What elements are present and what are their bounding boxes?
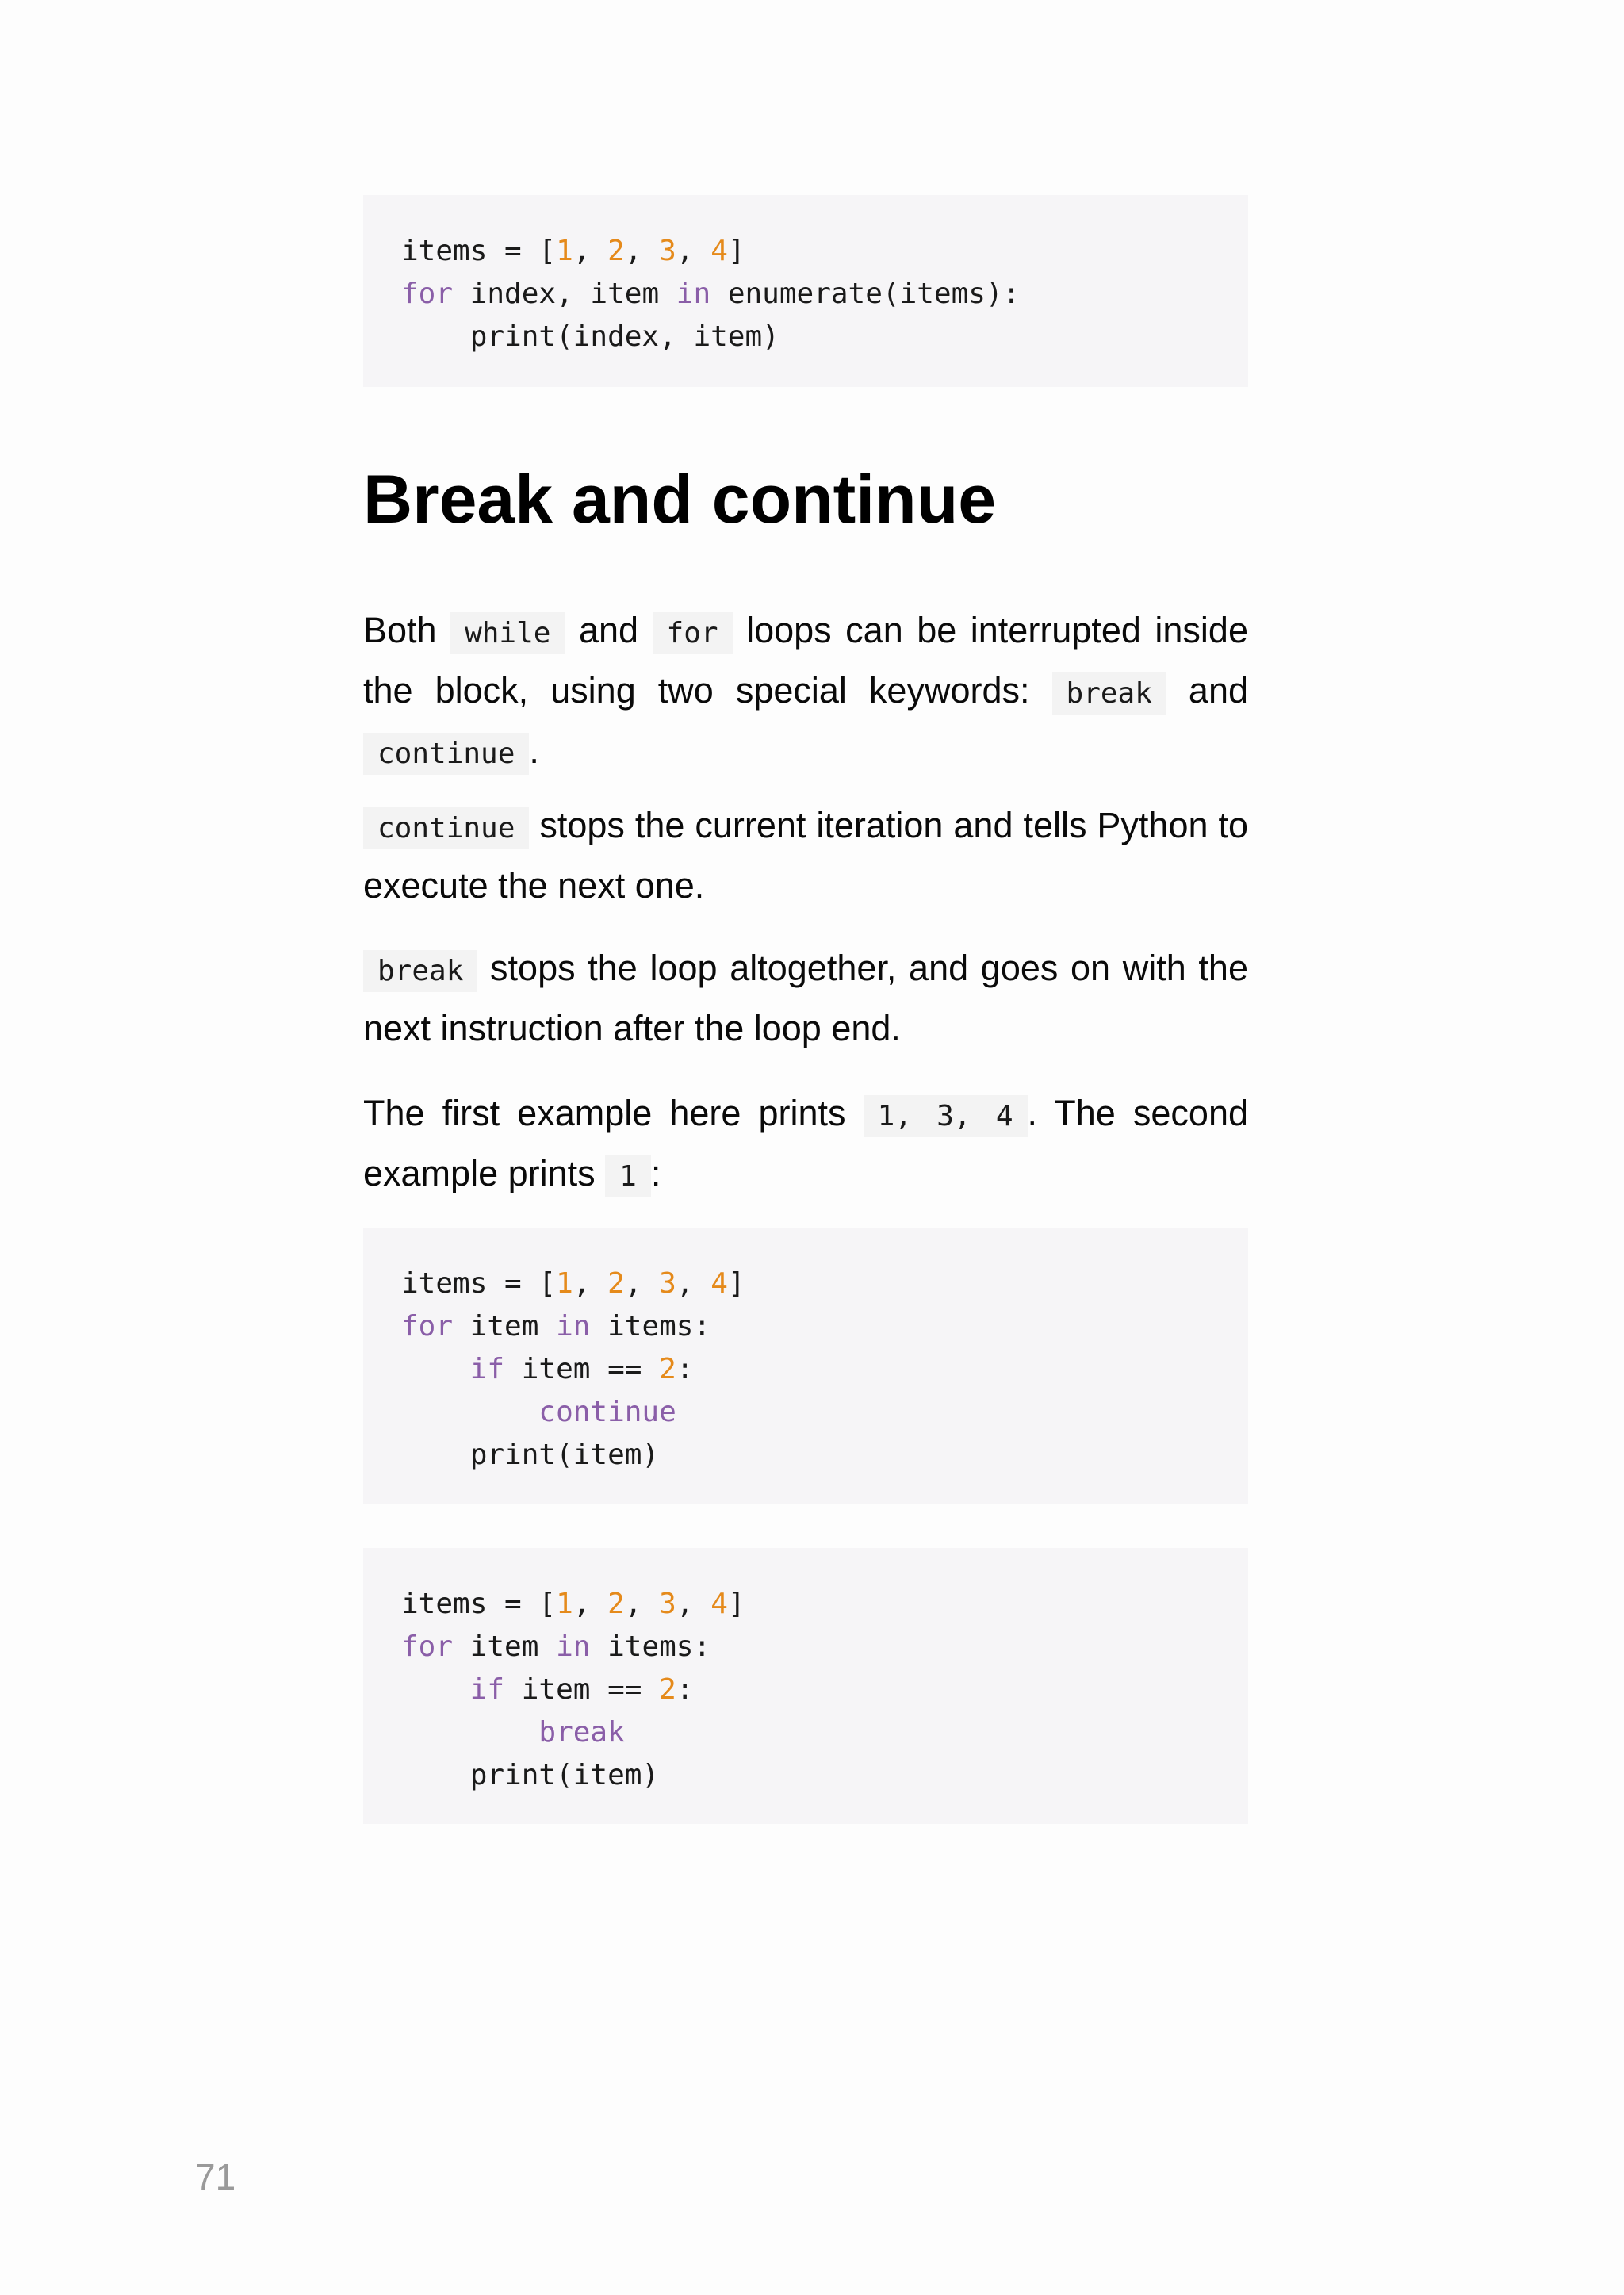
code-text: :: [676, 1353, 694, 1385]
code-text: items = [: [401, 235, 557, 267]
section-heading: Break and continue: [363, 462, 997, 538]
code-keyword: in: [556, 1630, 591, 1663]
code-keyword: if: [469, 1353, 505, 1385]
paragraph-intro: [363, 602, 1248, 783]
code-text: ,: [573, 235, 608, 267]
paragraph-break: [363, 940, 1248, 1057]
text-span: . The second example prints: [363, 1093, 1248, 1193]
code-keyword: continue: [538, 1396, 676, 1428]
inline-code-break: break: [363, 950, 477, 992]
code-text: items:: [590, 1630, 711, 1663]
code-text: ,: [573, 1588, 608, 1620]
code-line: [401, 1305, 1210, 1348]
inline-code-while: while: [450, 612, 565, 654]
code-number: 2: [659, 1673, 676, 1706]
code-text: print(item): [401, 1759, 660, 1791]
code-number: 1: [556, 1267, 573, 1300]
code-text: ,: [676, 1588, 711, 1620]
code-keyword: in: [676, 278, 711, 310]
code-line: [401, 1391, 1210, 1434]
code-text: index, item: [453, 278, 676, 310]
text-span: :: [650, 1153, 661, 1193]
code-text: item ==: [504, 1353, 660, 1385]
code-number: 1: [556, 235, 573, 267]
code-text: ,: [624, 1588, 660, 1620]
text-span: loops can be interrupted inside the block, using two special keywords:: [363, 610, 1248, 711]
code-text: item ==: [504, 1673, 660, 1706]
code-text: [401, 1353, 470, 1385]
code-number: 2: [607, 235, 625, 267]
inline-code-output-2: 1: [605, 1155, 651, 1197]
code-line: [401, 1262, 1210, 1305]
text-span: stops the current iteration and tells Python to execute the next one.: [363, 805, 1248, 906]
code-number: 2: [607, 1588, 625, 1620]
code-number: 3: [659, 235, 676, 267]
code-text: ]: [727, 235, 745, 267]
inline-code-for: for: [653, 612, 733, 654]
code-keyword: break: [538, 1716, 625, 1749]
code-block-break-example: [363, 1548, 1248, 1824]
code-keyword: in: [556, 1310, 591, 1343]
code-keyword: for: [401, 1630, 454, 1663]
text-span: Both: [363, 610, 451, 650]
page-number: 71: [195, 2156, 236, 2197]
code-keyword: if: [469, 1673, 505, 1706]
code-number: 3: [659, 1588, 676, 1620]
code-text: ,: [624, 1267, 660, 1300]
code-number: 3: [659, 1267, 676, 1300]
code-block-continue-example: [363, 1228, 1248, 1504]
code-text: ,: [624, 235, 660, 267]
code-number: 4: [710, 1588, 728, 1620]
text-span: .: [529, 730, 539, 771]
code-keyword: for: [401, 1310, 454, 1343]
code-block-enumerate: [363, 195, 1248, 387]
code-line: [401, 230, 1210, 273]
code-number: 4: [710, 1267, 728, 1300]
code-text: items:: [590, 1310, 711, 1343]
inline-code-continue: continue: [363, 807, 529, 849]
code-text: ]: [727, 1588, 745, 1620]
code-text: enumerate(items):: [710, 278, 1021, 310]
code-line: [401, 1626, 1210, 1669]
code-line: [401, 1754, 1210, 1797]
text-span: and: [1166, 670, 1248, 711]
code-number: 1: [556, 1588, 573, 1620]
code-text: items = [: [401, 1267, 557, 1300]
code-text: item: [453, 1310, 557, 1343]
code-line: [401, 1348, 1210, 1391]
code-text: ]: [727, 1267, 745, 1300]
code-text: ,: [676, 1267, 711, 1300]
inline-code-break: break: [1052, 672, 1166, 715]
code-line: [401, 316, 1210, 358]
code-line: [401, 1711, 1210, 1754]
inline-code-continue: continue: [363, 733, 529, 775]
code-text: items = [: [401, 1588, 557, 1620]
inline-code-output-1: 1, 3, 4: [864, 1095, 1028, 1137]
code-number: 2: [659, 1353, 676, 1385]
code-text: print(index, item): [401, 320, 779, 353]
code-number: 4: [710, 235, 728, 267]
code-text: [401, 1396, 538, 1428]
text-span: The first example here prints: [363, 1093, 864, 1133]
code-number: 2: [607, 1267, 625, 1300]
paragraph-examples: [363, 1085, 1248, 1205]
code-text: ,: [573, 1267, 608, 1300]
code-text: item: [453, 1630, 557, 1663]
code-text: print(item): [401, 1439, 660, 1471]
code-text: ,: [676, 235, 711, 267]
text-span: and: [565, 610, 653, 650]
paragraph-continue: [363, 797, 1248, 914]
code-text: :: [676, 1673, 694, 1706]
code-line: [401, 1583, 1210, 1626]
code-keyword: for: [401, 278, 454, 310]
code-text: [401, 1673, 470, 1706]
code-text: [401, 1716, 538, 1749]
code-line: [401, 1434, 1210, 1477]
code-line: [401, 1669, 1210, 1711]
code-line: [401, 273, 1210, 316]
text-span: stops the loop altogether, and goes on with the next instruction after the loop end.: [363, 948, 1248, 1048]
